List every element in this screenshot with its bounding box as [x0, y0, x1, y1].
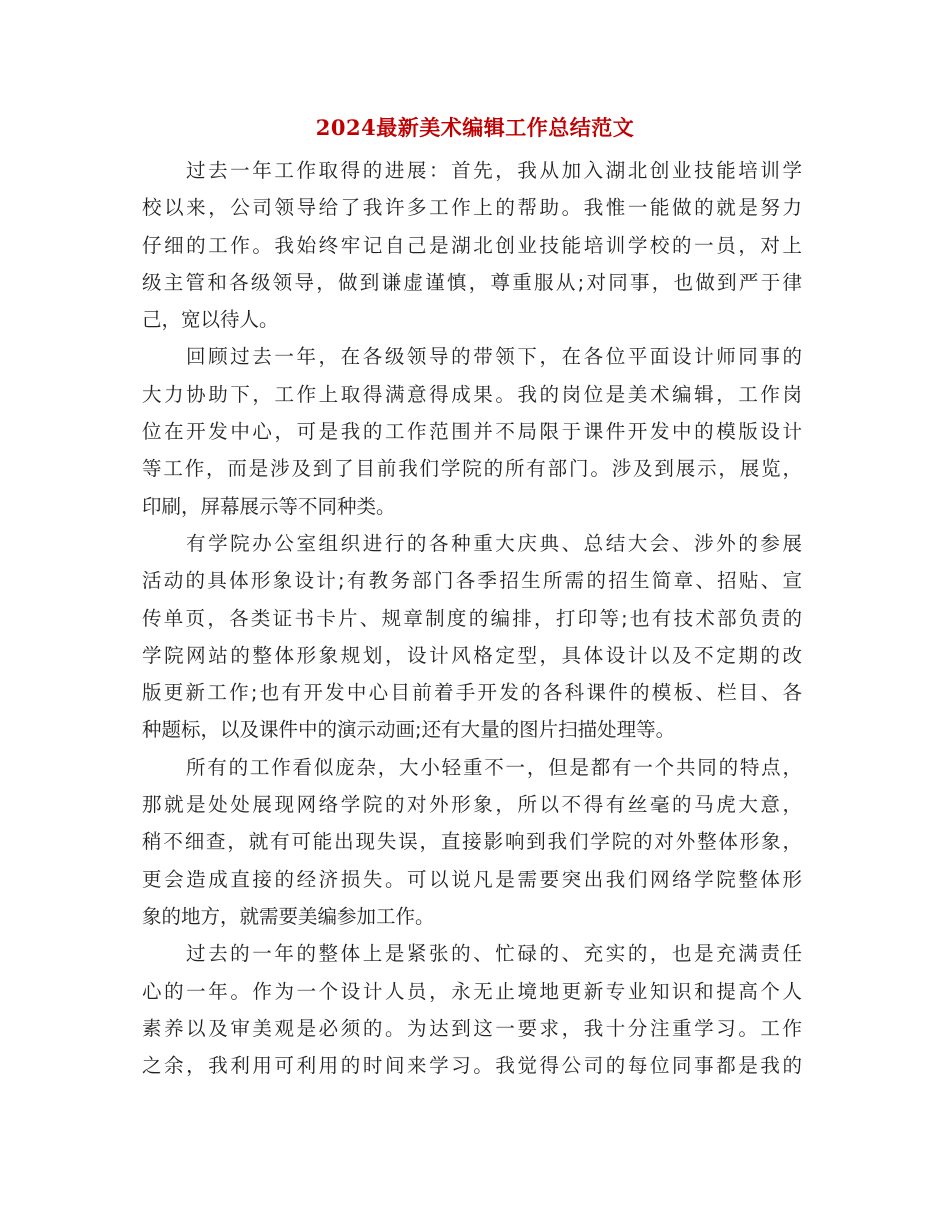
paragraph-line: 大力协助下，工作上取得满意得成果。我的岗位是美术编辑，工作岗 — [142, 382, 802, 406]
paragraph-line: 传单页，各类证书卡片、规章制度的编排，打印等;也有技术部负责的 — [142, 606, 802, 630]
paragraph-line: 己，宽以待人。 — [142, 308, 279, 332]
paragraph-line: 更会造成直接的经济损失。可以说凡是需要突出我们网络学院整体形 — [142, 867, 802, 891]
paragraph-line: 素养以及审美观是必须的。为达到这一要求，我十分注重学习。工作 — [142, 1016, 802, 1040]
paragraph-line: 那就是处处展现网络学院的对外形象，所以不得有丝毫的马虎大意， — [142, 793, 802, 817]
paragraph-5 — [142, 935, 802, 1084]
paragraph-line: 等工作，而是涉及到了目前我们学院的所有部门。涉及到展示，展览， — [142, 457, 802, 481]
paragraph-line: 心的一年。作为一个设计人员，永无止境地更新专业知识和提高个人 — [142, 979, 802, 1003]
document-body — [142, 152, 802, 1084]
paragraph-line: 过去一年工作取得的进展：首先，我从加入湖北创业技能培训学 — [186, 159, 802, 182]
paragraph-line: 版更新工作;也有开发中心目前着手开发的各科课件的模板、栏目、各 — [142, 681, 802, 705]
paragraph-2 — [142, 338, 802, 524]
paragraph-line: 有学院办公室组织进行的各种重大庆典、总结大会、涉外的参展 — [186, 531, 802, 555]
paragraph-line: 种题标，以及课件中的演示动画;还有大量的图片扫描处理等。 — [142, 718, 676, 742]
paragraph-line: 回顾过去一年，在各级领导的带领下，在各位平面设计师同事的 — [186, 345, 802, 369]
paragraph-1 — [142, 152, 802, 338]
paragraph-line: 学院网站的整体形象规划，设计风格定型，具体设计以及不定期的改 — [142, 643, 802, 667]
paragraph-line: 过去的一年的整体上是紧张的、忙碌的、充实的，也是充满责任 — [186, 942, 802, 966]
paragraph-line: 级主管和各级领导，做到谦虚谨慎，尊重服从;对同事，也做到严于律 — [142, 270, 802, 294]
paragraph-3 — [142, 525, 802, 749]
paragraph-line: 校以来，公司领导给了我许多工作上的帮助。我惟一能做的就是努力 — [142, 196, 802, 220]
paragraph-line: 位在开发中心，可是我的工作范围并不局限于课件开发中的模版设计 — [142, 420, 802, 444]
paragraph-line: 活动的具体形象设计;有教务部门各季招生所需的招生简章、招贴、宣 — [142, 569, 802, 593]
paragraph-line: 之余，我利用可利用的时间来学习。我觉得公司的每位同事都是我的 — [142, 1054, 802, 1078]
paragraph-line: 印刷，屏幕展示等不同种类。 — [142, 494, 396, 518]
paragraph-line: 仔细的工作。我始终牢记自己是湖北创业技能培训学校的一员，对上 — [142, 233, 802, 257]
paragraph-line: 象的地方，就需要美编参加工作。 — [142, 904, 435, 928]
document-title: 2024最新美术编辑工作总结范文 — [315, 115, 635, 140]
paragraph-line: 稍不细查，就有可能出现失误，直接影响到我们学院的对外整体形象， — [142, 830, 802, 854]
paragraph-line: 所有的工作看似庞杂，大小轻重不一，但是都有一个共同的特点， — [186, 755, 802, 779]
paragraph-4 — [142, 749, 802, 935]
